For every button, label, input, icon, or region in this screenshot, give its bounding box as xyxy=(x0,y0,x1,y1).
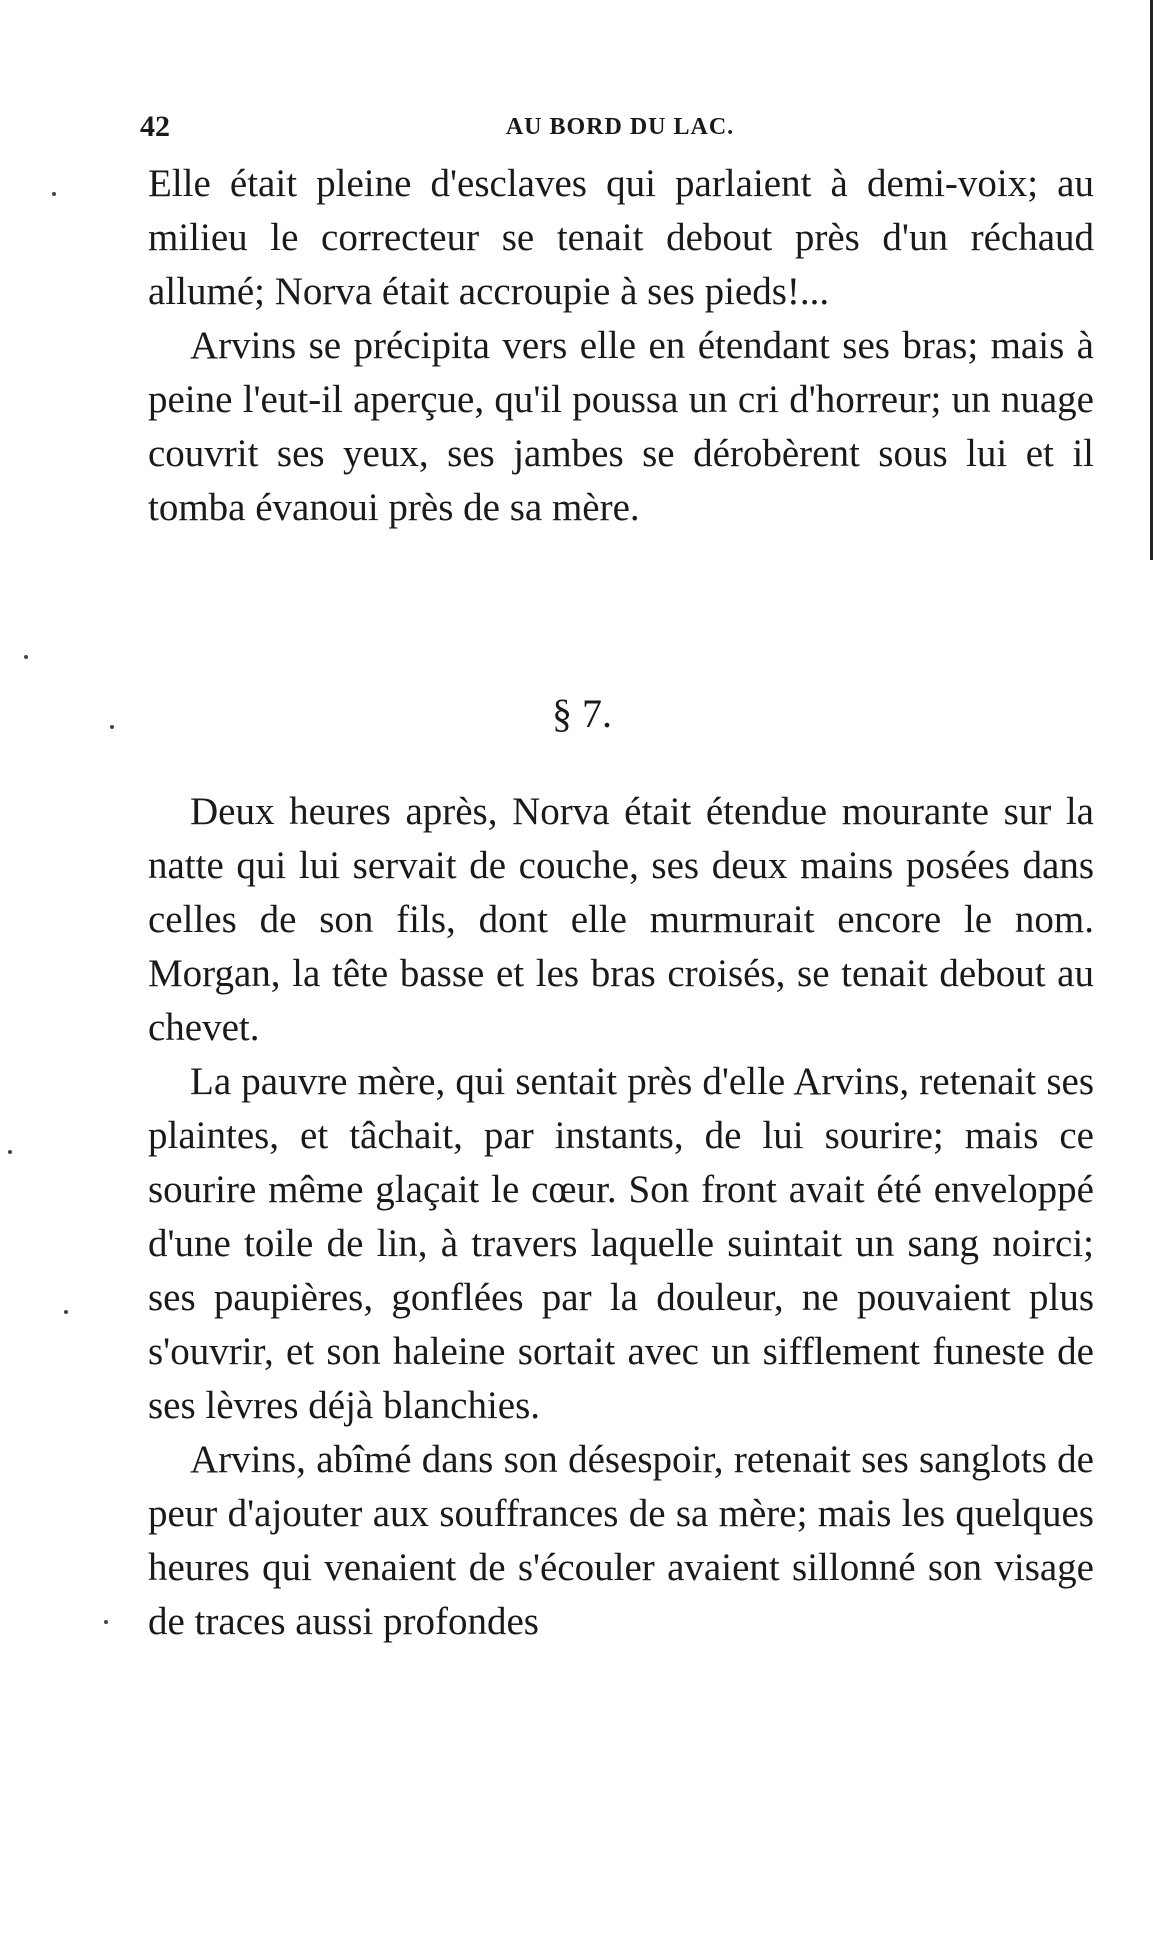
print-speck xyxy=(110,725,114,729)
print-speck xyxy=(8,1150,12,1154)
section-heading: § 7. xyxy=(552,691,612,736)
text-block-after-section xyxy=(148,785,1094,1649)
print-speck xyxy=(24,655,28,659)
paragraph: Elle était pleine d'esclaves qui parlaient à demi-voix; au milieu le correcteur se tenait debout près d'un réchaud allumé; Norva était accroupie à ses pieds!... xyxy=(148,162,1094,313)
print-speck xyxy=(104,1620,108,1624)
paragraph: La pauvre mère, qui sentait près d'elle Arvins, retenait ses plaintes, et tâchait, par instants, de lui sourire; mais ce sourire même glaçait le cœur. Son front avait été enveloppé d'une toile de lin, à travers laquelle suintait un sang noirci; ses paupières, gonflées par la douleur, ne pouvaient plus s'ouvrir, et son haleine sortait avec un sifflement funeste de ses lèvres déjà blanchies. xyxy=(148,1060,1094,1427)
paragraph: Arvins, abîmé dans son désespoir, retenait ses sanglots de peur d'ajouter aux souffrances de sa mère; mais les quelques heures qui venaient de s'écouler avaient sillonné son visage de traces aussi profondes xyxy=(148,1438,1094,1643)
paragraph: Arvins se précipita vers elle en étendant ses bras; mais à peine l'eut-il aperçue, qu'il poussa un cri d'horreur; un nuage couvrit ses yeux, ses jambes se dérobèrent sous lui et il tomba évanoui près de sa mère. xyxy=(148,324,1094,529)
print-speck xyxy=(52,192,56,196)
paragraph: Deux heures après, Norva était étendue mourante sur la natte qui lui servait de couche, ses deux mains posées dans celles de son fils, dont elle murmurait encore le nom. Morgan, la tête basse et les bras croisés, se tenait debout au chevet. xyxy=(148,790,1094,1049)
text-block-before-section xyxy=(148,157,1094,535)
page-edge-rule xyxy=(1150,0,1153,560)
running-title: AU BORD DU LAC. xyxy=(505,114,735,140)
print-speck xyxy=(64,1310,68,1314)
page-number: 42 xyxy=(140,110,170,143)
page-header xyxy=(140,110,1100,150)
